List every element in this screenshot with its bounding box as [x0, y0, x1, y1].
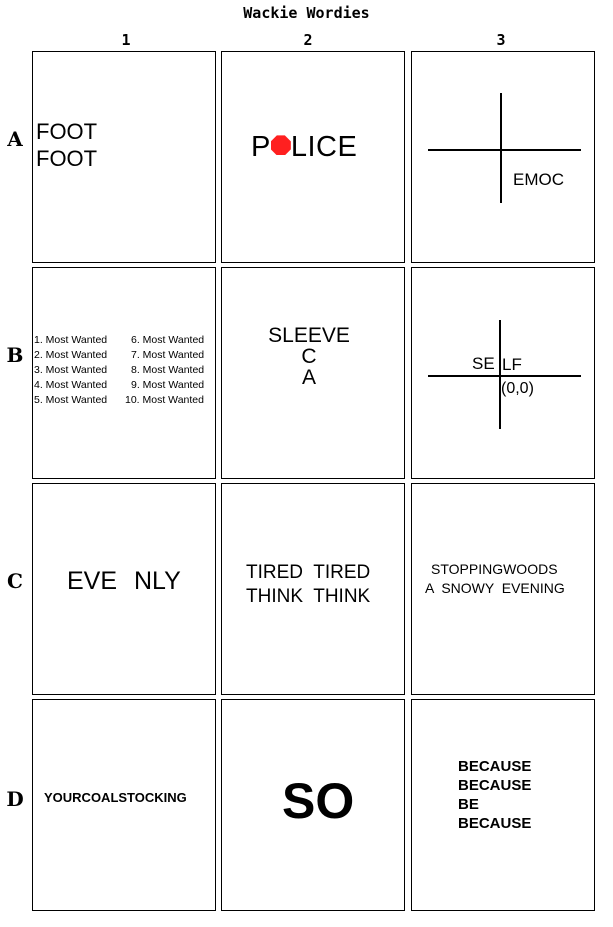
column-header-1: 1 [121, 31, 131, 49]
puzzle-a1 [32, 51, 216, 263]
list-item: 6. Most Wanted [131, 334, 205, 346]
puzzle-b2-line1: SLEEVE [268, 324, 350, 347]
axis-horizontal [428, 375, 581, 377]
list-item: 4. Most Wanted [34, 379, 108, 391]
puzzle-a2-after: LICE [290, 130, 358, 163]
puzzle-c2 [221, 483, 405, 695]
puzzle-a3-text: EMOC [513, 170, 564, 189]
puzzle-a2 [221, 51, 405, 263]
puzzle-d3-line1: BECAUSE [458, 758, 532, 775]
puzzle-d3-line4: BECAUSE [458, 815, 532, 832]
puzzle-d3-line2: BECAUSE [458, 777, 532, 794]
puzzle-a2-police [251, 132, 357, 162]
row-header-c: C [7, 569, 23, 593]
puzzle-c2-line2: THINK THINK [246, 586, 371, 607]
puzzle-c3 [411, 483, 595, 695]
puzzle-a1-line2: FOOT [36, 146, 98, 171]
list-item: 1. Most Wanted [34, 334, 108, 346]
puzzle-b1-right-list [125, 333, 204, 408]
puzzle-b3 [411, 267, 595, 479]
puzzle-c3-line2: A SNOWY EVENING [425, 580, 565, 596]
axis-vertical [500, 93, 502, 203]
page-title: Wackie Wordies [243, 4, 370, 22]
list-item: 5. Most Wanted [34, 394, 108, 406]
stop-sign-icon [271, 135, 291, 155]
puzzle-b3-right: LF [502, 355, 522, 374]
axis-vertical [499, 320, 501, 429]
puzzle-d1 [32, 699, 216, 911]
row-header-d: D [6, 787, 24, 811]
puzzle-b3-origin: (0,0) [501, 380, 534, 397]
puzzle-a1-line1: FOOT [36, 119, 98, 144]
row-header-a: A [7, 127, 23, 151]
puzzle-c1-left: EVE [67, 567, 118, 595]
puzzle-b2-line2: C [301, 345, 317, 368]
puzzle-b1-left-list [34, 333, 107, 408]
puzzle-a2-before: P [251, 130, 271, 163]
puzzle-b1 [32, 267, 216, 479]
puzzle-d3 [411, 699, 595, 911]
puzzle-c1 [32, 483, 216, 695]
column-header-3: 3 [496, 31, 506, 49]
puzzle-d2 [221, 699, 405, 911]
puzzle-b2-line3: A [301, 366, 316, 389]
puzzle-a3 [411, 51, 595, 263]
puzzle-c1-right: NLY [134, 567, 181, 595]
list-item: 9. Most Wanted [131, 379, 205, 391]
puzzle-d1-text: YOURCOALSTOCKING [44, 790, 187, 805]
list-item: 8. Most Wanted [131, 364, 205, 376]
column-header-2: 2 [303, 31, 313, 49]
puzzle-b2-text [222, 325, 396, 388]
puzzle-c3-line1: STOPPINGWOODS [431, 561, 558, 577]
list-item: 10. Most Wanted [125, 394, 204, 406]
puzzle-d3-line3: BE [458, 796, 479, 813]
list-item: 2. Most Wanted [34, 349, 108, 361]
puzzle-b2 [221, 267, 405, 479]
list-item: 3. Most Wanted [34, 364, 108, 376]
puzzle-c2-line1: TIRED TIRED [246, 562, 371, 583]
puzzle-d2-text: SO [282, 773, 355, 829]
row-header-b: B [6, 343, 24, 367]
axis-horizontal [428, 149, 581, 151]
list-item: 7. Most Wanted [131, 349, 205, 361]
puzzle-b3-left: SE [472, 354, 495, 373]
